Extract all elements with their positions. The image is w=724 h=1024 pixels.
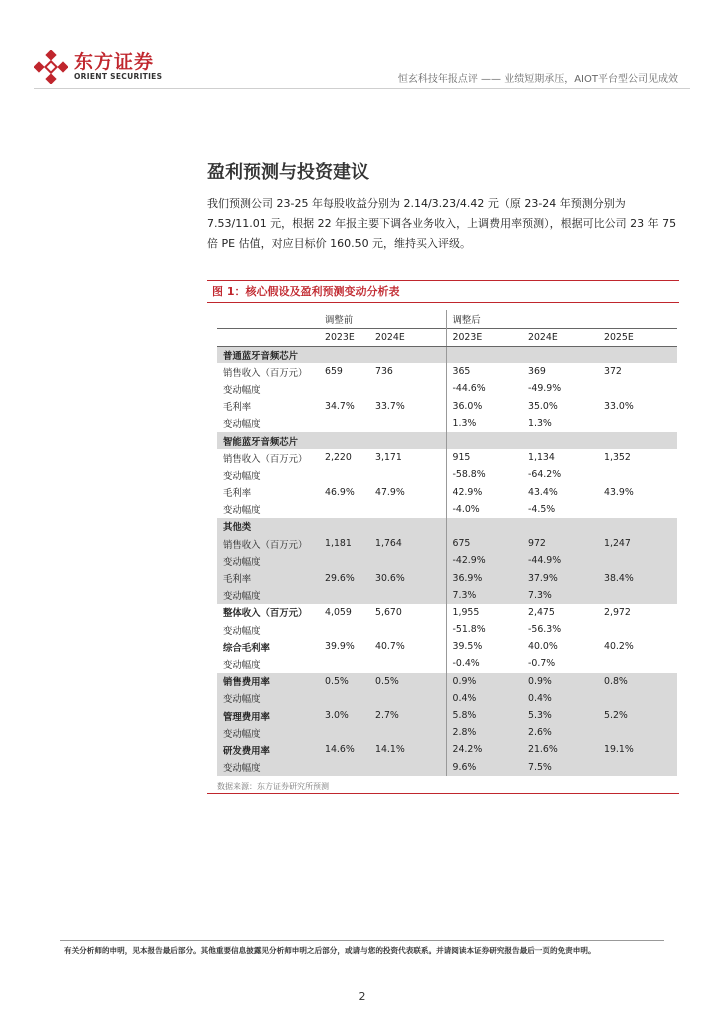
table-row <box>217 741 677 758</box>
table-cell: 42.9% <box>452 486 483 498</box>
logo-english-name: ORIENT SECURITIES <box>74 72 163 81</box>
table-cell: 3,171 <box>369 449 446 466</box>
table-cell <box>369 346 446 363</box>
row-label: 其他类 <box>217 518 319 535</box>
table-cell: -56.3% <box>528 624 562 636</box>
row-label: 毛利率 <box>223 402 252 414</box>
year-header: 2023E <box>446 328 522 346</box>
table-row <box>217 604 677 621</box>
footer-divider <box>60 940 664 941</box>
table-row <box>217 484 677 501</box>
year-header: 2024E <box>369 328 446 346</box>
table-cell: 915 <box>452 452 471 464</box>
table-cell <box>369 501 446 518</box>
table-cell: 36.0% <box>452 400 483 412</box>
page-number: 2 <box>358 990 366 1003</box>
table-cell: 7.3% <box>446 587 522 604</box>
table-row <box>217 690 677 707</box>
logo-chinese-name: 东方证券 <box>74 51 155 73</box>
row-label: 综合毛利率 <box>223 642 270 654</box>
row-label: 销售收入（百万元） <box>217 535 319 552</box>
table-cell: 675 <box>446 535 522 552</box>
table-cell <box>319 415 369 432</box>
table-cell <box>319 690 369 707</box>
table-cell: 2.7% <box>369 707 446 724</box>
table-cell <box>319 552 369 569</box>
footer-disclaimer: 有关分析师的申明，见本报告最后部分。其他重要信息披露见分析师申明之后部分，或请与您的投资代表联系。并请阅读本证券研究报告最后一页的免责申明。 <box>64 946 596 955</box>
table-cell: 40.7% <box>369 638 446 655</box>
table-cell: 372 <box>604 366 622 378</box>
row-label: 变动幅度 <box>217 690 319 707</box>
table-cell: 40.0% <box>528 641 558 653</box>
table-cell: 34.7% <box>325 400 355 412</box>
orient-logo-icon <box>34 50 68 84</box>
table-cell: 2,220 <box>325 452 352 464</box>
table-cell <box>598 724 677 741</box>
table-cell <box>598 501 677 518</box>
table-cell: 2.6% <box>522 724 598 741</box>
table-cell <box>319 466 369 483</box>
table-cell <box>369 518 446 535</box>
row-label: 变动幅度 <box>217 724 319 741</box>
table-cell: 9.6% <box>446 759 522 776</box>
table-cell <box>369 587 446 604</box>
table-cell: 46.9% <box>325 486 355 498</box>
report-title: 恒玄科技年报点评 —— 业绩短期承压，AIOT平台型公司见成效 <box>397 74 678 85</box>
table-row <box>217 363 677 380</box>
table-cell: 39.5% <box>452 641 483 653</box>
table-cell: 33.7% <box>369 398 446 415</box>
table-cell: 1.3% <box>528 417 552 429</box>
table-row <box>217 380 677 397</box>
row-label: 研发费用率 <box>217 741 319 758</box>
figure-title: 图 1：核心假设及盈利预测变动分析表 <box>212 285 400 298</box>
table-row <box>217 501 677 518</box>
table-cell <box>598 380 677 397</box>
table-cell <box>598 466 677 483</box>
table-cell: -4.5% <box>528 503 556 515</box>
header-divider <box>34 88 690 89</box>
year-header: 2024E <box>522 328 598 346</box>
table-cell <box>446 432 522 449</box>
table-cell: 736 <box>369 363 446 380</box>
table-cell <box>369 466 446 483</box>
table-cell <box>369 655 446 672</box>
figure-bottom-rule <box>207 793 679 794</box>
table-cell: 43.4% <box>528 486 558 498</box>
section-title: 盈利预测与投资建议 <box>207 162 369 183</box>
table-cell: 43.9% <box>604 486 634 498</box>
table-cell: 19.1% <box>598 741 677 758</box>
table-cell: -0.4% <box>452 658 480 670</box>
table-cell: -64.2% <box>528 469 562 481</box>
table-cell: 30.6% <box>369 569 446 586</box>
table-cell: 5,670 <box>369 604 446 621</box>
table-cell: 0.8% <box>598 673 677 690</box>
table-cell <box>369 380 446 397</box>
table-cell <box>369 432 446 449</box>
row-label: 变动幅度 <box>223 384 261 396</box>
table-cell: 39.9% <box>325 641 355 653</box>
figure-title-rule <box>207 302 679 303</box>
table-cell <box>522 518 598 535</box>
table-cell: -0.7% <box>528 658 556 670</box>
table-row <box>217 466 677 483</box>
table-cell: -58.8% <box>452 469 486 481</box>
row-label: 销售收入（百万元） <box>223 453 308 465</box>
table-cell: 1.3% <box>452 417 477 429</box>
table-cell: 2,972 <box>604 606 631 618</box>
table-cell: -42.9% <box>446 552 522 569</box>
table-cell: 1,247 <box>598 535 677 552</box>
table-cell: 972 <box>522 535 598 552</box>
table-cell <box>598 415 677 432</box>
row-label: 智能蓝牙音频芯片 <box>217 432 319 449</box>
table-cell: -4.0% <box>452 503 480 515</box>
table-cell: 0.5% <box>319 673 369 690</box>
table-cell: 36.9% <box>446 569 522 586</box>
row-label: 销售费用率 <box>217 673 319 690</box>
header-before: 调整前 <box>325 314 354 326</box>
row-label: 变动幅度 <box>223 419 261 431</box>
row-label: 毛利率 <box>223 488 252 500</box>
table-cell <box>319 518 369 535</box>
row-label: 变动幅度 <box>223 659 261 671</box>
table-cell <box>598 655 677 672</box>
table-cell <box>319 346 369 363</box>
table-cell <box>319 501 369 518</box>
table-cell <box>319 759 369 776</box>
table-cell: 5.8% <box>446 707 522 724</box>
table-cell <box>319 587 369 604</box>
forecast-table <box>217 310 677 776</box>
table-cell: 7.3% <box>522 587 598 604</box>
table-cell: 35.0% <box>528 400 558 412</box>
table-cell: -51.8% <box>452 624 486 636</box>
row-label: 整体收入（百万元） <box>223 608 308 620</box>
table-cell: 1,181 <box>319 535 369 552</box>
table-row <box>217 638 677 655</box>
table-cell: 0.9% <box>522 673 598 690</box>
table-row <box>217 621 677 638</box>
table-cell <box>369 415 446 432</box>
table-cell: 5.2% <box>598 707 677 724</box>
table-cell: -49.9% <box>528 383 562 395</box>
table-row <box>217 707 677 724</box>
table-row <box>217 569 677 586</box>
table-cell <box>598 759 677 776</box>
row-label: 变动幅度 <box>217 587 319 604</box>
table-cell: 5.3% <box>522 707 598 724</box>
row-label: 毛利率 <box>217 569 319 586</box>
table-cell: 3.0% <box>319 707 369 724</box>
table-cell: 7.5% <box>522 759 598 776</box>
table-cell: 1,134 <box>528 452 555 464</box>
table-row <box>217 552 677 569</box>
table-header-group-row <box>217 310 677 328</box>
row-label: 销售收入（百万元） <box>223 367 308 379</box>
table-cell: 1,764 <box>369 535 446 552</box>
table-cell: 0.9% <box>446 673 522 690</box>
table-cell: 14.6% <box>319 741 369 758</box>
table-cell <box>598 432 677 449</box>
data-source: 数据来源：东方证券研究所预测 <box>217 782 329 791</box>
table-cell <box>598 346 677 363</box>
table-row <box>217 759 677 776</box>
header-after: 调整后 <box>452 314 481 326</box>
table-row <box>217 346 677 363</box>
row-label: 变动幅度 <box>223 505 261 517</box>
table-cell: 1,352 <box>604 452 631 464</box>
table-row <box>217 724 677 741</box>
table-cell: 40.2% <box>604 641 634 653</box>
table-row <box>217 398 677 415</box>
table-cell <box>369 552 446 569</box>
row-label: 管理费用率 <box>217 707 319 724</box>
table-cell <box>446 346 522 363</box>
row-label: 普通蓝牙音频芯片 <box>217 346 319 363</box>
section-paragraph: 我们预测公司 23-25 年每股收益分别为 2.14/3.23/4.42 元（原 23-24 年预测分别为 7.53/11.01 元，根据 22 年报主要下调各业务收入，上调费用率预测），根据可比公司 23 年 75 倍 PE 估值，对应目标价 160.50 元，维持买入评级。 <box>207 197 677 250</box>
table-row <box>217 518 677 535</box>
table-cell: 14.1% <box>369 741 446 758</box>
table-cell: 47.9% <box>369 484 446 501</box>
table-cell: 2.8% <box>446 724 522 741</box>
table-cell: 0.5% <box>369 673 446 690</box>
table-cell: 369 <box>528 366 546 378</box>
table-cell: 1,955 <box>452 606 480 618</box>
table-cell <box>319 380 369 397</box>
table-cell <box>369 621 446 638</box>
year-header: 2025E <box>598 328 677 346</box>
table-cell <box>598 518 677 535</box>
table-cell <box>522 432 598 449</box>
row-label: 变动幅度 <box>217 759 319 776</box>
row-label: 变动幅度 <box>223 470 261 482</box>
table-cell <box>598 690 677 707</box>
table-cell: 38.4% <box>598 569 677 586</box>
table-row <box>217 432 677 449</box>
company-logo <box>34 50 162 84</box>
table-cell <box>369 690 446 707</box>
table-cell <box>319 655 369 672</box>
row-label: 变动幅度 <box>217 552 319 569</box>
row-label: 变动幅度 <box>223 625 261 637</box>
year-header: 2023E <box>319 328 369 346</box>
figure-top-rule <box>207 280 679 281</box>
table-cell <box>319 724 369 741</box>
table-header-year-row <box>217 328 677 346</box>
table-row <box>217 449 677 466</box>
table-row <box>217 655 677 672</box>
table-cell: -44.6% <box>452 383 486 395</box>
table-cell <box>598 621 677 638</box>
table-cell: 21.6% <box>522 741 598 758</box>
table-cell: 24.2% <box>446 741 522 758</box>
table-cell: 0.4% <box>522 690 598 707</box>
table-cell: 29.6% <box>319 569 369 586</box>
table-cell <box>319 432 369 449</box>
table-cell: 33.0% <box>604 400 634 412</box>
table-cell: -44.9% <box>522 552 598 569</box>
table-cell <box>598 552 677 569</box>
table-cell: 365 <box>452 366 471 378</box>
table-cell <box>369 724 446 741</box>
table-cell: 659 <box>325 366 343 378</box>
table-cell: 2,475 <box>528 606 555 618</box>
table-cell: 4,059 <box>325 606 352 618</box>
table-cell: 37.9% <box>522 569 598 586</box>
table-row <box>217 673 677 690</box>
table-cell <box>319 621 369 638</box>
table-row <box>217 415 677 432</box>
table-row <box>217 535 677 552</box>
table-cell <box>598 587 677 604</box>
table-cell <box>369 759 446 776</box>
table-cell: 0.4% <box>446 690 522 707</box>
table-cell <box>446 518 522 535</box>
table-row <box>217 587 677 604</box>
table-cell <box>522 346 598 363</box>
